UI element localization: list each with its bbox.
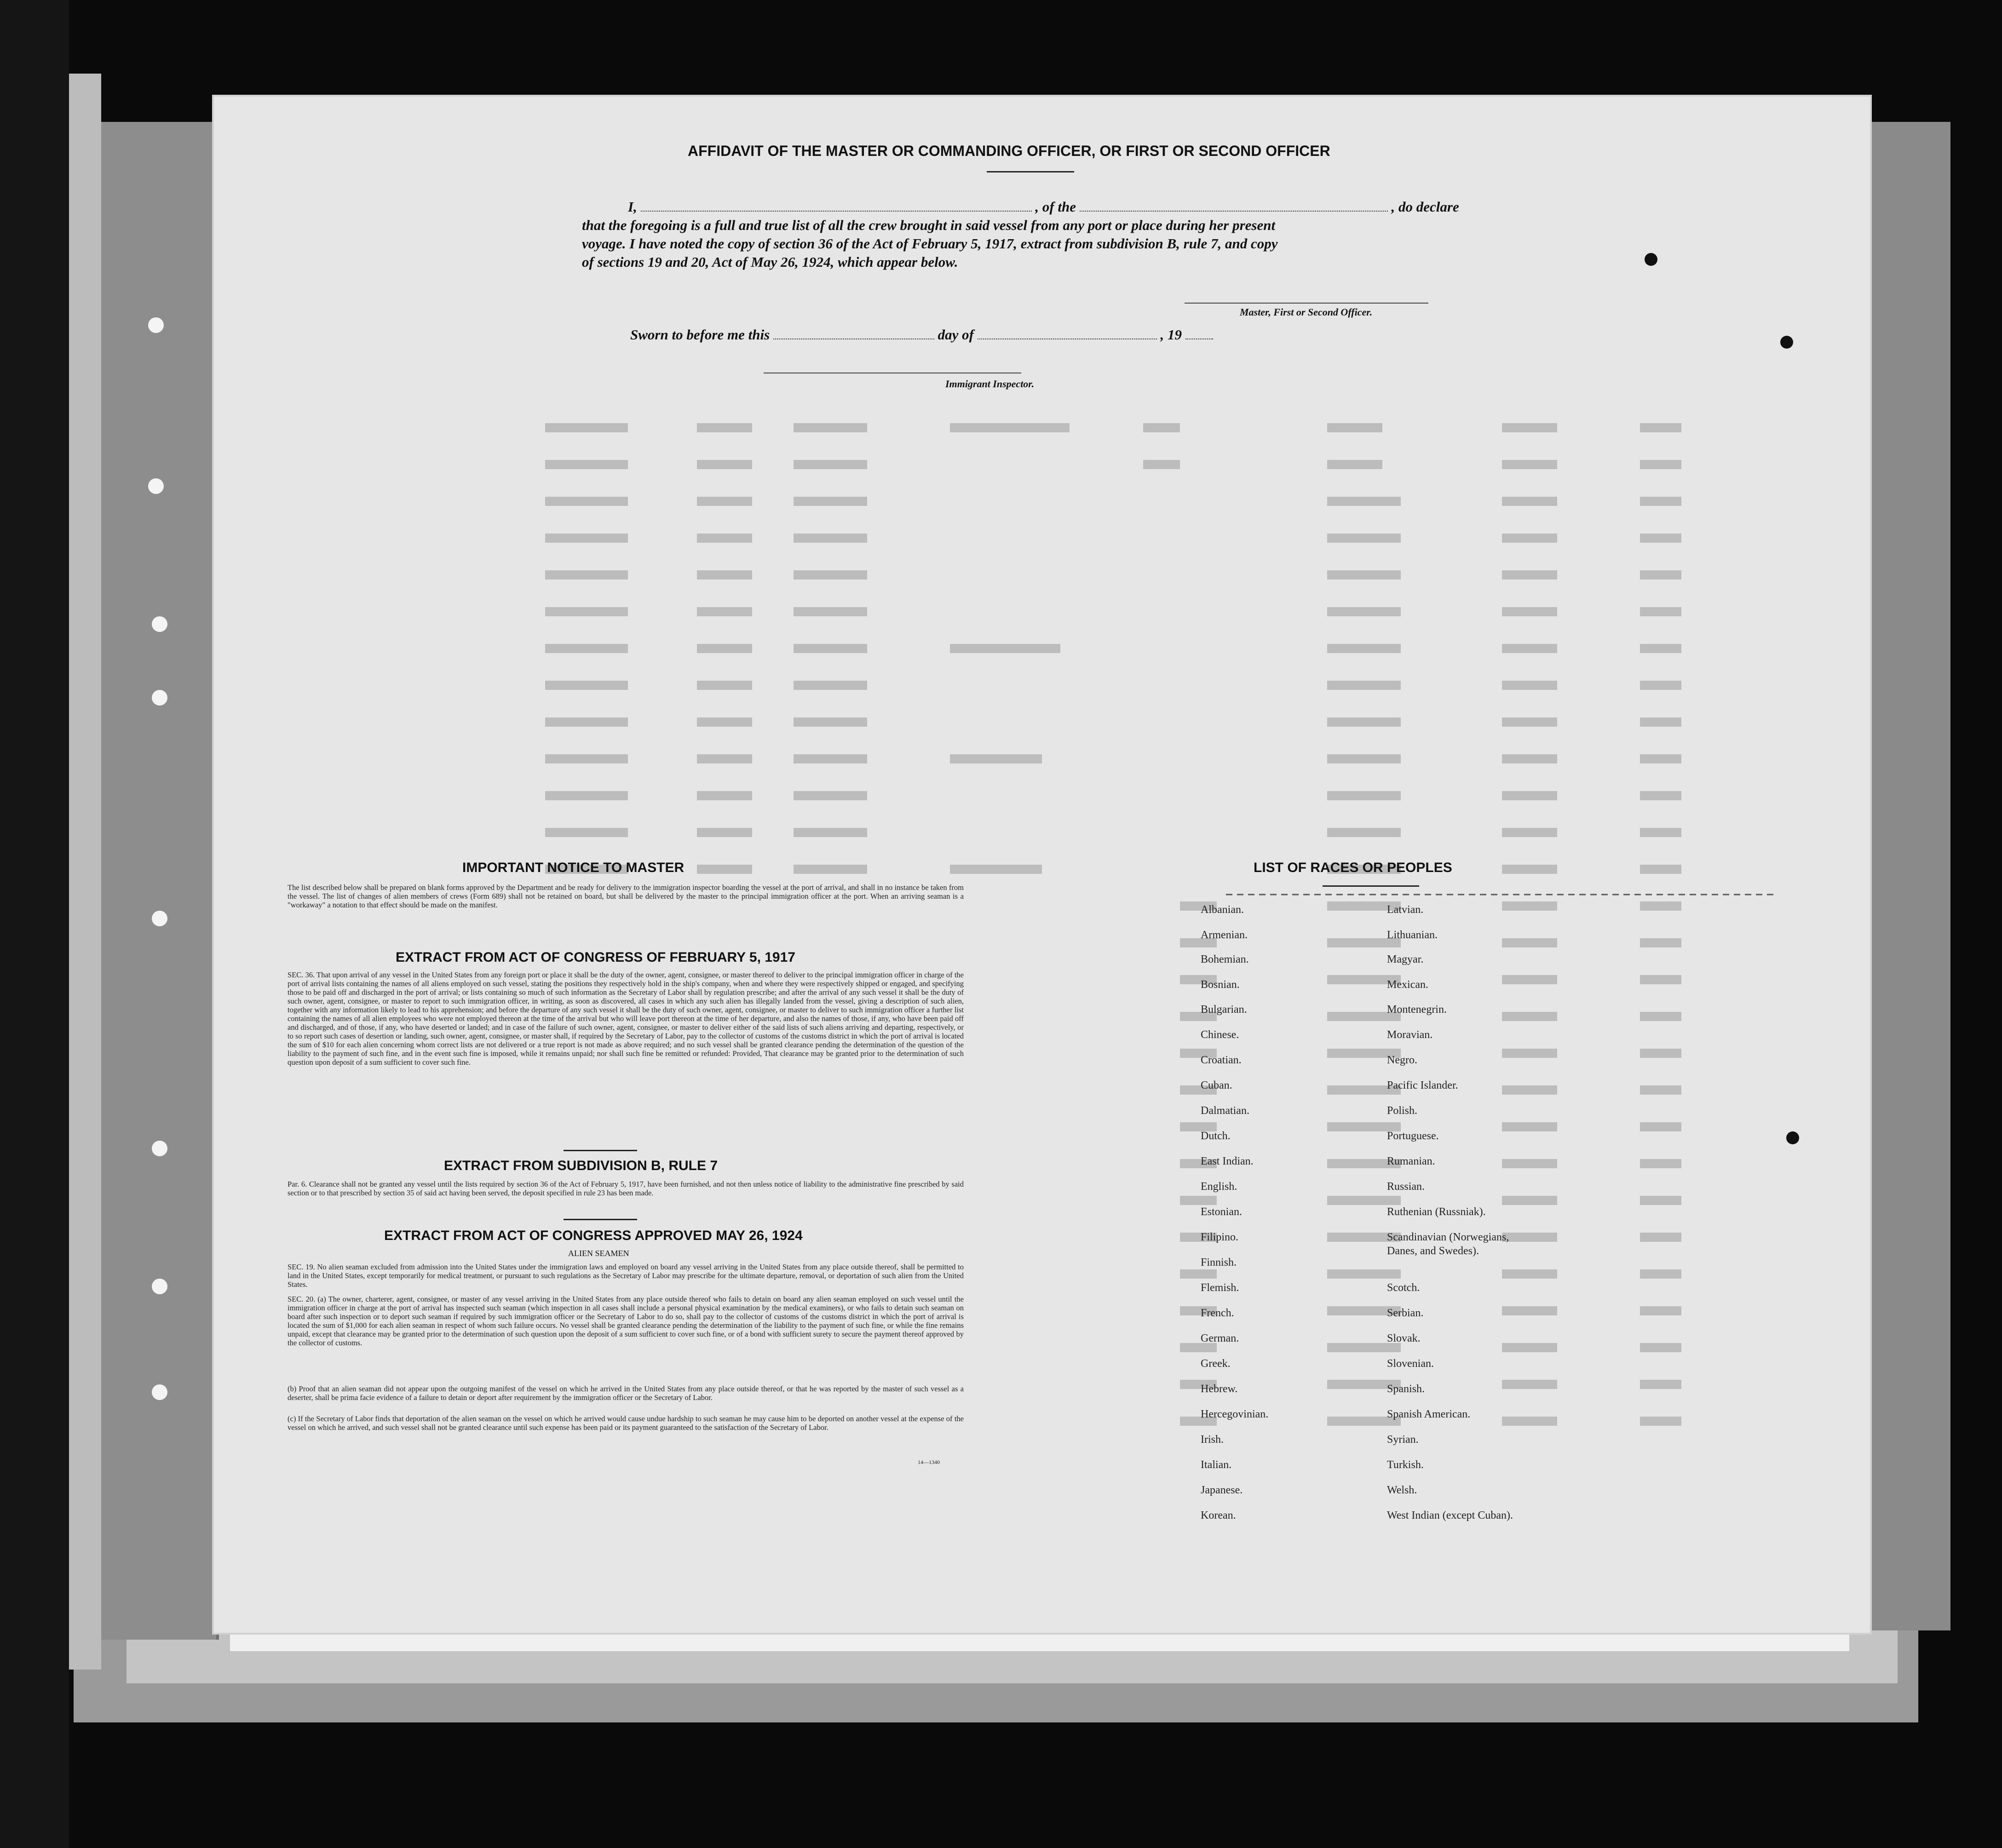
day-of-label: day of xyxy=(938,327,974,343)
race-item: Montenegrin. xyxy=(1387,1004,1447,1016)
race-item: Estonian. xyxy=(1201,1206,1242,1218)
race-item: Pacific Islander. xyxy=(1387,1079,1458,1091)
binder-hole xyxy=(148,478,164,494)
race-item: Slovenian. xyxy=(1387,1358,1434,1370)
race-item: Japanese. xyxy=(1201,1484,1243,1496)
race-item: Spanish American. xyxy=(1387,1408,1471,1420)
race-item: Armenian. xyxy=(1201,929,1248,941)
section-rule xyxy=(564,1150,637,1151)
extract-1917-title: EXTRACT FROM ACT OF CONGRESS OF FEBRUARY 5, 1917 xyxy=(396,950,795,965)
race-item: Croatian. xyxy=(1201,1054,1242,1066)
punch-hole xyxy=(1786,1131,1799,1144)
binder-hole xyxy=(152,616,167,632)
race-item: Lithuanian. xyxy=(1387,929,1438,941)
race-item: Hebrew. xyxy=(1201,1383,1238,1395)
binder-hole xyxy=(152,690,167,706)
punch-hole xyxy=(1645,253,1657,266)
race-item: Slovak. xyxy=(1387,1332,1421,1344)
affidavit-title: AFFIDAVIT OF THE MASTER OR COMMANDING OFFICER, OR FIRST OR SECOND OFFICER xyxy=(688,143,1330,159)
race-item: Bosnian. xyxy=(1201,979,1240,991)
race-item: Korean. xyxy=(1201,1509,1236,1521)
race-item: German. xyxy=(1201,1332,1239,1344)
alien-seamen-subtitle: ALIEN SEAMEN xyxy=(568,1249,629,1258)
races-rule xyxy=(1323,885,1419,887)
declarant-name-field[interactable] xyxy=(641,211,1032,212)
extract-1924-sec19: SEC. 19. No alien seaman excluded from admission into the United States under the immigration laws and employed on board any vessel arriving in the United States from any place outside thereof, shall be permitted to land in the United States, except temporarily for medical treatment, or pursuant to such regulations as the Secretary of Labor may prescribe for the ultimate departure, removal, or deportation of such alien from the United States. xyxy=(288,1263,964,1289)
race-item: Serbian. xyxy=(1387,1307,1424,1319)
race-item: Latvian. xyxy=(1387,904,1424,916)
race-item: Polish. xyxy=(1387,1105,1418,1117)
vessel-name-field[interactable] xyxy=(1080,211,1388,212)
race-item: Danes, and Swedes). xyxy=(1387,1245,1479,1257)
declarant-label: I, xyxy=(628,199,637,215)
race-item: Syrian. xyxy=(1387,1434,1419,1446)
race-item: Chinese. xyxy=(1201,1029,1239,1041)
master-signature-caption: Master, First or Second Officer. xyxy=(1240,306,1373,318)
binder-hole xyxy=(152,1141,167,1156)
race-item: Filipino. xyxy=(1201,1231,1239,1243)
affidavit-line3: voyage. I have noted the copy of section 36 of the Act of February 5, 1917, extract from subdivision B, rule 7, and copy xyxy=(582,235,1278,252)
race-item: Mexican. xyxy=(1387,979,1428,991)
race-item: Italian. xyxy=(1201,1459,1232,1471)
race-item: Dalmatian. xyxy=(1201,1105,1249,1117)
race-item: Dutch. xyxy=(1201,1130,1231,1142)
sworn-label: Sworn to before me this xyxy=(630,327,770,343)
binder-hole xyxy=(152,1279,167,1294)
do-declare-label: , do declare xyxy=(1391,199,1459,215)
race-item: Portuguese. xyxy=(1387,1130,1439,1142)
affidavit-line4: of sections 19 and 20, Act of May 26, 1924, which appear below. xyxy=(582,254,958,270)
extract-1924-sec20a: SEC. 20. (a) The owner, charterer, agent, consignee, or master of any vessel arriving in the United States from any place outside thereof who fails to detain on board any alien seaman employed on such vessel until the immigration officer in charge at the port of arrival has inspected such seaman (which inspection in all cases shall include a personal physical examination by the medical examiners), or who fails to detain such seaman on board after such inspection or to deport such seaman if required by such immigration officer or the Secretary of Labor to do so, shall pay to the collector of customs of the customs district in which the port of arrival is located the sum of $1,000 for each alien seaman in respect of whom such failure occurs. No vessel shall be granted clearance pending the determination of the liability to the payment of such fine, or while the fine remains unpaid, except that clearance may be granted prior to the determination of such question upon the deposit of a sum sufficient to cover such fine, or of a bond with sufficient surety to secure the payment thereof approved by the collector of customs. xyxy=(288,1295,964,1347)
sworn-line xyxy=(630,327,1213,343)
race-item: Albanian. xyxy=(1201,904,1244,916)
film-border-left xyxy=(0,0,69,1848)
race-item: Bulgarian. xyxy=(1201,1004,1247,1016)
extract-rule7-body: Par. 6. Clearance shall not be granted any vessel until the lists required by section 36 of the Act of February 5, 1917, have been furnished, and not then unless notice of liability to the administrative fine prescribed by said section or to that prescribed by section 35 of said act having been served, the deposit specified in rule 23 has been made. xyxy=(288,1180,964,1197)
affidavit-line1 xyxy=(628,199,1459,215)
affidavit-line2: that the foregoing is a full and true list of all the crew brought in said vessel from any port or place during her present xyxy=(582,217,1276,233)
race-item: Russian. xyxy=(1387,1181,1425,1193)
race-item: East Indian. xyxy=(1201,1155,1254,1167)
race-item: Irish. xyxy=(1201,1434,1224,1446)
race-item: West Indian (except Cuban). xyxy=(1387,1509,1513,1521)
race-item: French. xyxy=(1201,1307,1234,1319)
race-item: Ruthenian (Russniak). xyxy=(1387,1206,1486,1218)
punch-hole xyxy=(1780,336,1793,349)
section-rule xyxy=(564,1219,637,1220)
extract-1924-title: EXTRACT FROM ACT OF CONGRESS APPROVED MAY 26, 1924 xyxy=(384,1228,803,1243)
affidavit-page xyxy=(214,97,1870,1633)
form-number: 14—1340 xyxy=(918,1459,940,1465)
binder-card-left xyxy=(101,122,219,1640)
race-item: Hercegovinian. xyxy=(1201,1408,1269,1420)
notice-body: The list described below shall be prepared on blank forms approved by the Department and be ready for delivery to the immigration inspector boarding the vessel at the port of arrival, and shall in no instance be taken from the vessel. The list of changes of alien members of crews (Form 689) shall not be retained on board, but shall be delivered by the master to the principal immigration officer at the port. When an arriving seaman is a "workaway" a notation to that effect should be made on the manifest. xyxy=(288,883,964,909)
binder-hole xyxy=(152,1384,167,1400)
master-signature-line[interactable] xyxy=(1185,303,1428,304)
race-item: Bohemian. xyxy=(1201,953,1249,965)
binding-strip xyxy=(69,74,101,1670)
race-item: Scandinavian (Norwegians, xyxy=(1387,1231,1509,1243)
race-item: Welsh. xyxy=(1387,1484,1417,1496)
race-item: Magyar. xyxy=(1387,953,1424,965)
race-item: Moravian. xyxy=(1387,1029,1433,1041)
race-item: Cuban. xyxy=(1201,1079,1232,1091)
notice-title: IMPORTANT NOTICE TO MASTER xyxy=(462,860,685,875)
race-item: English. xyxy=(1201,1181,1237,1193)
of-the-label: , of the xyxy=(1035,199,1076,215)
races-title: LIST OF RACES OR PEOPLES xyxy=(1254,860,1452,875)
extract-rule7-title: EXTRACT FROM SUBDIVISION B, RULE 7 xyxy=(444,1158,718,1173)
extract-1924-sec20b: (b) Proof that an alien seaman did not appear upon the outgoing manifest of the vessel on which he arrived in the United States from any place outside thereof, or that he was reported by the master of such vessel as a deserter, shall be prima facie evidence of a failure to detain or deport after requirement by the immigration officer or the Secretary of Labor. xyxy=(288,1384,964,1402)
inspector-caption: Immigrant Inspector. xyxy=(945,378,1035,390)
race-item: Rumanian. xyxy=(1387,1155,1435,1167)
race-item: Greek. xyxy=(1201,1358,1231,1370)
race-item: Spanish. xyxy=(1387,1383,1425,1395)
title-rule xyxy=(987,171,1074,172)
race-item: Flemish. xyxy=(1201,1282,1239,1294)
race-item: Negro. xyxy=(1387,1054,1417,1066)
extract-1924-sec20c: (c) If the Secretary of Labor finds that deportation of the alien seaman on the vessel on which he arrived would cause undue hardship to such seaman he may cause him to be deported on another vessel at the expense of the vessel on which he arrived, and such vessel shall not be granted clearance until such expense has been paid or its payment guaranteed to the satisfaction of the Secretary of Labor. xyxy=(288,1414,964,1432)
race-item: Turkish. xyxy=(1387,1459,1424,1471)
binder-hole xyxy=(148,317,164,333)
binder-hole xyxy=(152,911,167,926)
extract-1917-body: SEC. 36. That upon arrival of any vessel in the United States from any foreign port or place it shall be the duty of the owner, agent, consignee, or master thereof to deliver to the principal immigration officer in charge of the port of arrival lists containing the names of all aliens employed on such vessel, stating the positions they respectively hold in the ship's company, when and where they were respectively shipped or engaged, and specifying those to be paid off and discharged in the port of arrival; or lists containing so much of such information as the Secretary of Labor shall by regulation prescribe; and after the arrival of any such vessel it shall be the duty of such owner, agent, consignee, or master to report to such immigration officer, in writing, as soon as discovered, all cases in which any such alien has illegally landed from the vessel, giving a description of such alien, together with any information likely to lead to his apprehension; and before the departure of any such vessel it shall be the duty of such owner, agent, consignee, or master to deliver to such immigration officer a further list containing the names of all alien employees who were not employed thereon at the time of the arrival but who will leave port thereon at the time of her departure, and also the names of those, if any, who have been paid off and discharged, and of those, if any, who have deserted or landed; and in case of the failure of such owner, agent, consignee, or master to deliver either of the said lists of such aliens arriving and departing, respectively, or to so report such cases of desertion or landing, such owner, agent, consignee, or master shall, if required by the Secretary of Labor, pay to the collector of customs of the customs district in which the port of arrival is located the sum of $10 for each alien concerning whom correct lists are not delivered or a true report is not made as above required; and no such vessel shall be granted clearance pending the determination of the question of the liability to the payment of such fine, and in the event such fine is imposed, while it remains unpaid; nor shall such fine be remitted or refunded: Provided, That clearance may be granted prior to the determination of such question upon deposit of a sum sufficient to cover such fine. xyxy=(288,970,964,1067)
race-item: Finnish. xyxy=(1201,1257,1237,1268)
race-item: Scotch. xyxy=(1387,1282,1420,1294)
year-label: , 19 xyxy=(1160,327,1182,343)
